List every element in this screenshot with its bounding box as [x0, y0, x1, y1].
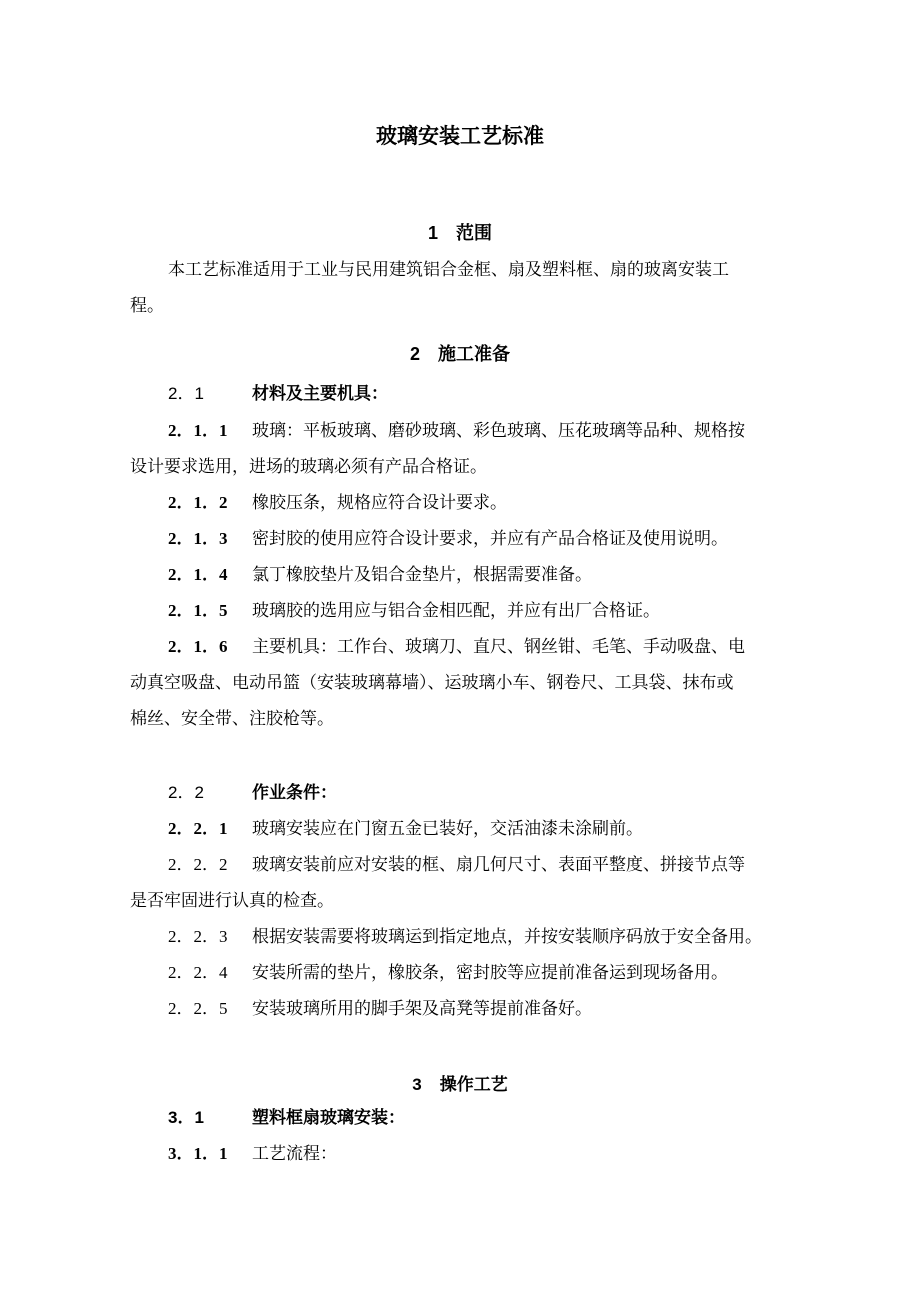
item-number: 2．1．4	[168, 565, 228, 584]
items-3-1	[130, 1136, 795, 1172]
item-text: 橡胶压条，规格应符合设计要求。	[252, 493, 507, 512]
subsection-2-1	[130, 376, 795, 412]
subsection-title: 材料及主要机具：	[252, 384, 388, 403]
section-heading-1	[0, 219, 920, 245]
item-number: 2．1．3	[168, 529, 228, 548]
item-text: 动真空吸盘、电动吊篮（安装玻璃幕墙）、运玻璃小车、钢卷尺、工具袋、抹布或	[130, 673, 734, 692]
item-text: 玻璃安装应在门窗五金已装好，交活油漆未涂刷前。	[252, 819, 643, 838]
item-2-2-4	[130, 955, 795, 991]
item-2-2-1	[130, 811, 795, 847]
item-text: 氯丁橡胶垫片及铝合金垫片，根据需要准备。	[252, 565, 592, 584]
item-text: 工艺流程：	[252, 1144, 337, 1163]
item-text: 玻璃胶的选用应与铝合金相匹配，并应有出厂合格证。	[252, 601, 660, 620]
item-text: 是否牢固进行认真的检查。	[130, 891, 334, 910]
subsection-title: 塑料框扇玻璃安装：	[252, 1108, 405, 1127]
section-heading-3	[0, 1070, 920, 1095]
section-title: 施工准备	[438, 344, 510, 364]
item-2-1-6	[130, 629, 795, 737]
item-2-1-3	[130, 521, 795, 557]
section-title: 操作工艺	[439, 1075, 508, 1094]
document-title: 玻璃安装工艺标准	[376, 125, 544, 148]
item-text: 密封胶的使用应符合设计要求，并应有产品合格证及使用说明。	[252, 529, 728, 548]
item-number: 2．2．1	[168, 819, 228, 838]
item-number: 2．2．5	[168, 999, 228, 1018]
subsection-2-2	[130, 775, 795, 811]
item-2-1-4	[130, 557, 795, 593]
item-text: 根据安装需要将玻璃运到指定地点，并按安装顺序码放于安全备用。	[252, 927, 762, 946]
scope-paragraph	[130, 252, 795, 324]
item-2-2-3	[130, 919, 795, 955]
item-number: 2．2．2	[168, 855, 228, 874]
item-number: 2．1．1	[168, 421, 228, 440]
subsection-title: 作业条件：	[252, 783, 337, 802]
subsection-number: 2．2	[168, 783, 204, 802]
item-2-2-5	[130, 991, 795, 1027]
item-number: 2．2．3	[168, 927, 228, 946]
item-3-1-1	[130, 1136, 795, 1172]
items-2-2	[130, 811, 795, 1027]
items-2-1	[130, 413, 795, 737]
section-heading-2	[0, 340, 920, 366]
subsection-number: 3．1	[168, 1108, 204, 1127]
item-text: 设计要求选用，进场的玻璃必须有产品合格证。	[130, 457, 487, 476]
section-number: 1	[427, 223, 438, 243]
item-2-1-2	[130, 485, 795, 521]
item-number: 2．1．2	[168, 493, 228, 512]
section-number: 2	[409, 344, 420, 364]
item-2-1-1	[130, 413, 795, 485]
item-number: 2．2．4	[168, 963, 228, 982]
item-number: 2．1．5	[168, 601, 228, 620]
paragraph-line: 本工艺标准适用于工业与民用建筑铝合金框、扇及塑料框、扇的玻离安装工	[168, 260, 729, 279]
item-number: 3．1．1	[168, 1144, 228, 1163]
item-number: 2．1．6	[168, 637, 228, 656]
item-text: 玻璃安装前应对安装的框、扇几何尺寸、表面平整度、拼接节点等	[252, 855, 745, 874]
item-2-1-5	[130, 593, 795, 629]
item-text: 棉丝、安全带、注胶枪等。	[130, 709, 334, 728]
section-title: 范围	[456, 223, 492, 243]
item-text: 安装所需的垫片，橡胶条，密封胶等应提前准备运到现场备用。	[252, 963, 728, 982]
item-text: 玻璃：平板玻璃、磨砂玻璃、彩色玻璃、压花玻璃等品种、规格按	[252, 421, 745, 440]
section-number: 3	[412, 1075, 422, 1094]
item-text: 安装玻璃所用的脚手架及高凳等提前准备好。	[252, 999, 592, 1018]
subsection-3-1	[130, 1100, 795, 1136]
subsection-number: 2．1	[168, 384, 204, 403]
item-2-2-2	[130, 847, 795, 919]
paragraph-line: 程。	[130, 296, 164, 315]
item-text: 主要机具：工作台、玻璃刀、直尺、钢丝钳、毛笔、手动吸盘、电	[252, 637, 745, 656]
